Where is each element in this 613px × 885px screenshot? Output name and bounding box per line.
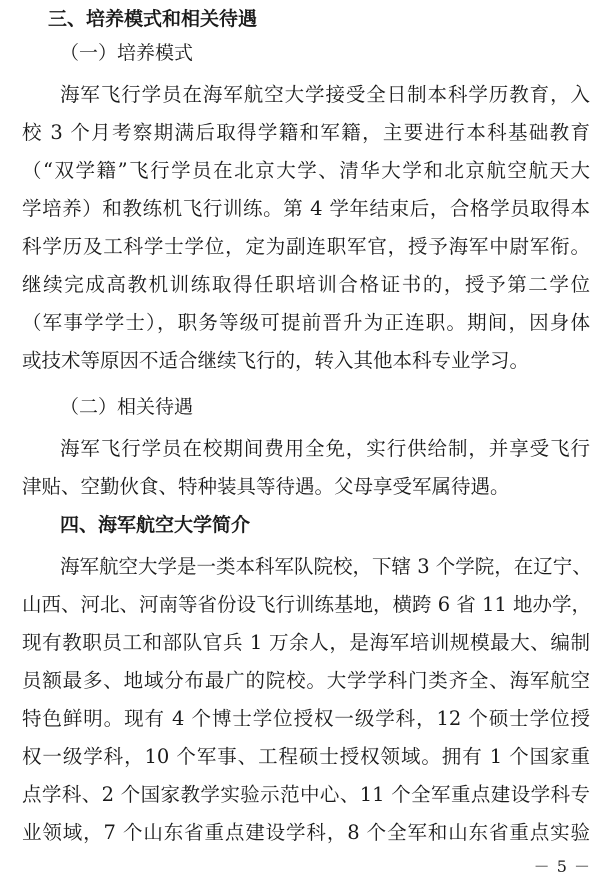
paragraph-line: （“双学籍”飞行学员在北京大学、清华大学和北京航空航天大 <box>22 159 590 182</box>
paragraph-line: （军事学学士），职务等级可提前晋升为正连职。期间，因身体 <box>22 311 590 334</box>
paragraph-line: 或技术等原因不适合继续飞行的，转入其他本科专业学习。 <box>22 349 530 372</box>
paragraph-line: 校 3 个月考察期满后取得学籍和军籍，主要进行本科基础教育 <box>22 121 590 144</box>
paragraph-line: 权一级学科，10 个军事、工程硕士授权领域。拥有 1 个国家重 <box>22 745 590 768</box>
section-heading-4: 四、海军航空大学简介 <box>60 514 251 536</box>
paragraph-line: 特色鲜明。现有 4 个博士学位授权一级学科，12 个硕士学位授 <box>22 707 590 730</box>
paragraph-line: 海军飞行学员在校期间费用全免，实行供给制，并享受飞行 <box>60 437 590 460</box>
section-heading-3: 三、培养模式和相关待遇 <box>48 8 258 30</box>
paragraph-line: 科学历及工科学士学位，定为副连职军官，授予海军中尉军衔。 <box>22 235 590 258</box>
subsection-heading-1: （一）培养模式 <box>60 42 194 64</box>
paragraph-line: 业领域，7 个山东省重点建设学科，8 个全军和山东省重点实验 <box>22 821 590 844</box>
paragraph-line: 点学科、2 个国家教学实验示范中心、11 个全军重点建设学科专 <box>22 783 590 806</box>
page-number: － 5 － <box>533 857 591 876</box>
paragraph-line: 津贴、空勤伙食、特种装具等待遇。父母享受军属待遇。 <box>22 475 510 498</box>
paragraph-line: 海军航空大学是一类本科军队院校，下辖 3 个学院，在辽宁、 <box>60 555 592 578</box>
subsection-heading-2: （二）相关待遇 <box>60 396 194 418</box>
paragraph-line: 现有教职员工和部队官兵 1 万余人，是海军培训规模最大、编制 <box>22 631 590 654</box>
paragraph-line: 山西、河北、河南等省份设飞行训练基地，横跨 6 省 11 地办学， <box>22 593 592 616</box>
paragraph-line: 继续完成高教机训练取得任职培训合格证书的，授予第二学位 <box>22 273 590 296</box>
paragraph-line: 员额最多、地域分布最广的院校。大学学科门类齐全、海军航空 <box>22 669 590 692</box>
paragraph-line: 学培养）和教练机飞行训练。第 4 学年结束后，合格学员取得本 <box>22 197 590 220</box>
paragraph-line: 海军飞行学员在海军航空大学接受全日制本科学历教育，入 <box>60 83 590 106</box>
